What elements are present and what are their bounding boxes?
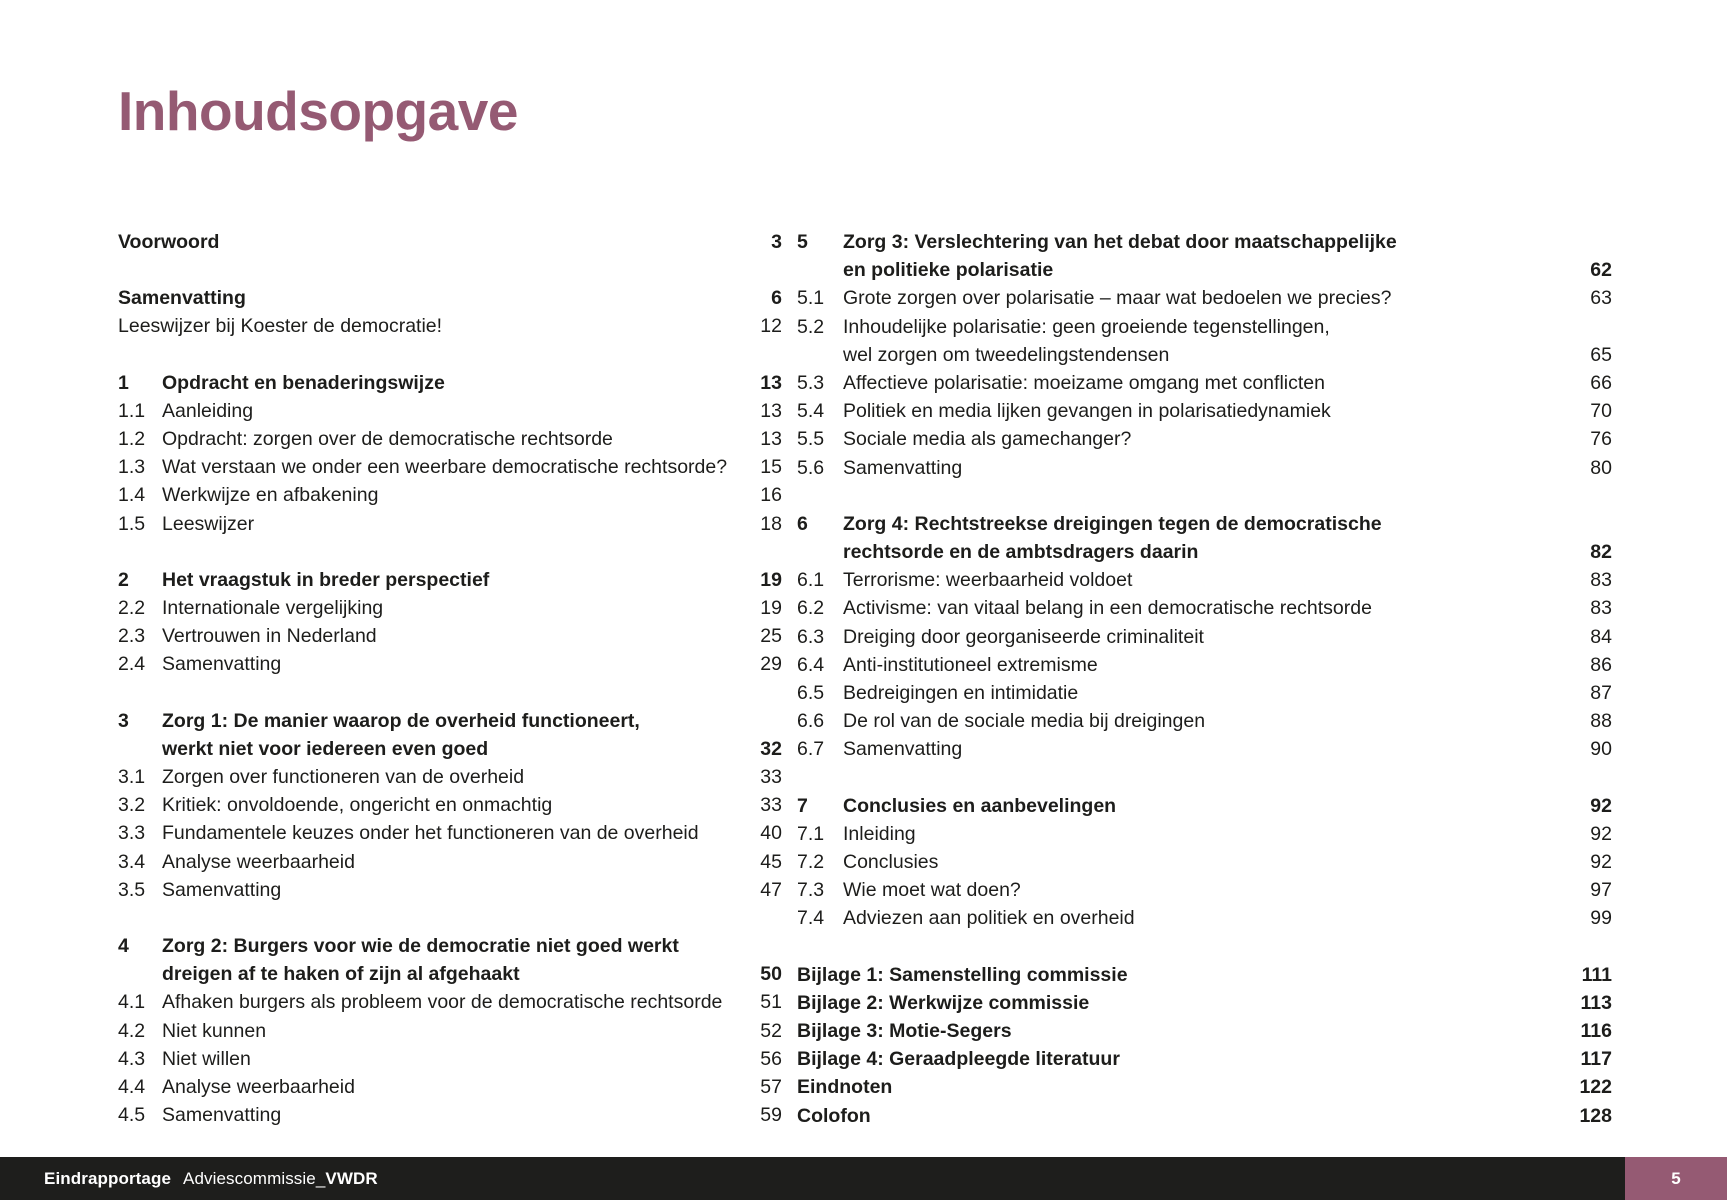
toc-entry-page: 63 <box>1590 287 1612 310</box>
toc-entry[interactable] <box>797 1045 1612 1073</box>
toc-entry-label: Sociale media als gamechanger? <box>843 428 1132 451</box>
toc-group-gap <box>118 904 782 932</box>
toc-column-right <box>782 228 1612 1130</box>
toc-entry[interactable] <box>118 312 782 340</box>
toc-entry-label: Activisme: van vitaal belang in een democratische rechtsorde <box>843 597 1372 620</box>
toc-entry-label: Kritiek: onvoldoende, ongericht en onmachtig <box>162 794 553 817</box>
toc-entry-label: Zorgen over functioneren van de overheid <box>162 766 525 789</box>
toc-entry[interactable] <box>797 679 1612 707</box>
toc-entry[interactable] <box>797 876 1612 904</box>
toc-entry-number: 7.2 <box>797 851 825 874</box>
toc-entry-page: 92 <box>1590 851 1612 874</box>
toc-entry[interactable] <box>797 989 1612 1017</box>
footer-commission-prefix: Adviescommissie_ <box>183 1168 326 1188</box>
toc-entry-number: 6.4 <box>797 653 825 676</box>
toc-entry-label: Analyse weerbaarheid <box>162 850 355 873</box>
toc-group <box>118 369 782 538</box>
toc-entry-number: 7.4 <box>797 907 825 930</box>
toc-entry-page: 29 <box>760 653 782 676</box>
toc-entry[interactable] <box>797 228 1612 256</box>
toc-entry-page: 16 <box>760 484 782 507</box>
toc-entry[interactable] <box>797 454 1612 482</box>
toc-entry[interactable] <box>118 819 782 847</box>
toc-entry-number: 5 <box>797 231 808 253</box>
toc-entry-number: 6.2 <box>797 597 825 620</box>
toc-entry[interactable] <box>118 650 782 678</box>
toc-group <box>118 932 782 1129</box>
toc-entry-page: 6 <box>771 287 782 310</box>
toc-group-gap <box>797 482 1612 510</box>
toc-entry-page: 40 <box>760 822 782 845</box>
toc-entry-number: 1.3 <box>118 456 146 479</box>
toc-entry[interactable] <box>118 594 782 622</box>
toc-entry-label: Opdracht en benaderingswijze <box>162 371 445 394</box>
toc-entry[interactable] <box>797 904 1612 932</box>
toc-entry-label: Eindnoten <box>797 1076 893 1099</box>
toc-entry-page: 19 <box>760 568 782 591</box>
toc-entry-label: Adviezen aan politiek en overheid <box>843 907 1135 930</box>
toc-entry[interactable] <box>118 1101 782 1129</box>
toc-entry[interactable] <box>118 848 782 876</box>
footer-page-box <box>1625 1157 1727 1200</box>
toc-entry-number: 2.2 <box>118 597 146 620</box>
toc-entry-label: Het vraagstuk in breder perspectief <box>162 568 490 591</box>
toc-entry-label: Niet kunnen <box>162 1019 267 1042</box>
toc-entry-page: 33 <box>760 766 782 789</box>
toc-entry-number: 5.4 <box>797 400 825 423</box>
toc-group-gap <box>797 933 1612 961</box>
toc-group <box>797 510 1612 764</box>
toc-entry[interactable] <box>118 791 782 819</box>
toc-entry-label: werkt niet voor iedereen even goed <box>162 737 489 760</box>
toc-entry[interactable] <box>118 1045 782 1073</box>
toc-entry-page: 88 <box>1590 710 1612 733</box>
toc-entry-page: 62 <box>1590 259 1612 282</box>
toc-entry-page: 117 <box>1580 1048 1612 1071</box>
toc-entry-page: 80 <box>1590 456 1612 479</box>
toc-entry-number: 6.5 <box>797 682 825 705</box>
toc-entry-label: en politieke polarisatie <box>843 259 1054 282</box>
toc-entry-number: 1.5 <box>118 512 146 535</box>
toc-entry-page: 66 <box>1590 372 1612 395</box>
page-footer <box>0 1157 1727 1200</box>
toc-entry[interactable] <box>797 256 1612 284</box>
toc-group <box>797 792 1612 933</box>
toc-entry-page: 83 <box>1590 569 1612 592</box>
toc-entry-number: 3.5 <box>118 878 146 901</box>
toc-entry[interactable] <box>797 397 1612 425</box>
toc-entry-page: 13 <box>760 428 782 451</box>
toc-entry[interactable] <box>797 425 1612 453</box>
toc-entry-label: Voorwoord <box>118 231 220 253</box>
toc-entry[interactable] <box>797 1073 1612 1101</box>
toc-entry[interactable] <box>118 510 782 538</box>
toc-entry[interactable] <box>797 566 1612 594</box>
toc-entry-number: 3 <box>118 709 129 732</box>
toc-entry[interactable] <box>797 284 1612 312</box>
toc-entry[interactable] <box>797 792 1612 820</box>
toc-group <box>797 961 1612 1130</box>
toc-entry-page: 116 <box>1580 1020 1612 1043</box>
toc-entry[interactable] <box>118 1017 782 1045</box>
toc-entry-page: 56 <box>760 1047 782 1070</box>
toc-entry[interactable] <box>118 481 782 509</box>
toc-entry[interactable] <box>797 594 1612 622</box>
toc-entry-label: Leeswijzer <box>162 512 255 535</box>
toc-entry[interactable] <box>797 1017 1612 1045</box>
toc-entry-number: 4 <box>118 935 129 958</box>
toc-entry[interactable] <box>797 707 1612 735</box>
toc-entry[interactable] <box>797 510 1612 538</box>
toc-entry-label: Leeswijzer bij Koester de democratie! <box>118 315 443 338</box>
toc-entry-label: Samenvatting <box>162 878 282 901</box>
toc-entry-number: 5.2 <box>797 315 825 338</box>
toc-entry-page: 111 <box>1581 963 1612 986</box>
toc-entry-page: 3 <box>771 231 782 253</box>
toc-entry-number: 4.5 <box>118 1104 146 1127</box>
toc-entry-page: 19 <box>760 597 782 620</box>
toc-entry-number: 1.2 <box>118 428 146 451</box>
toc-entry-label: Affectieve polarisatie: moeizame omgang met conflicten <box>843 372 1325 395</box>
toc-entry-page: 82 <box>1590 541 1612 564</box>
toc-entry-page: 87 <box>1590 682 1612 705</box>
toc-entry-number: 4.4 <box>118 1076 146 1099</box>
toc-entry-page: 13 <box>760 371 782 394</box>
toc-entry-page: 15 <box>760 456 782 479</box>
toc-entry-label: Analyse weerbaarheid <box>162 1076 355 1099</box>
toc-entry-page: 122 <box>1579 1076 1612 1099</box>
toc-entry[interactable] <box>118 425 782 453</box>
toc-entry[interactable] <box>797 538 1612 566</box>
toc-entry-number: 6.1 <box>797 569 825 592</box>
toc-entry-label: Samenvatting <box>162 1104 282 1127</box>
toc-entry[interactable] <box>797 313 1612 341</box>
toc-entry-label: De rol van de sociale media bij dreigingen <box>843 710 1206 733</box>
toc-entry[interactable] <box>797 1102 1612 1130</box>
toc-entry-label: Inleiding <box>843 822 916 845</box>
toc-entry-page: 50 <box>760 963 782 986</box>
toc-group <box>118 284 782 340</box>
toc-entry-label: Wat verstaan we onder een weerbare democratische rechtsorde? <box>162 456 728 479</box>
toc-entry-label: Aanleiding <box>162 399 254 422</box>
toc-entry[interactable] <box>118 369 782 397</box>
toc-entry-number: 5.3 <box>797 372 825 395</box>
toc-entry-label: Werkwijze en afbakening <box>162 484 379 507</box>
toc-entry-page: 65 <box>1590 343 1612 366</box>
toc-entry-number: 7.1 <box>797 822 825 845</box>
toc-entry-page: 33 <box>760 794 782 817</box>
toc-entry-page: 92 <box>1590 794 1612 817</box>
toc-entry-number: 3.3 <box>118 822 146 845</box>
toc-entry[interactable] <box>118 707 782 735</box>
toc-entry[interactable] <box>797 735 1612 763</box>
toc-entry-page: 83 <box>1590 597 1612 620</box>
footer-commission-abbr: VWDR <box>325 1168 378 1188</box>
toc-entry-label: Colofon <box>797 1104 871 1127</box>
toc-entry[interactable] <box>797 848 1612 876</box>
toc-entry-number: 3.1 <box>118 766 146 789</box>
toc-entry-label: Niet willen <box>162 1047 251 1070</box>
toc-entry-number: 1.1 <box>118 399 146 422</box>
toc-entry-label: Zorg 4: Rechtstreekse dreigingen tegen de democratische <box>843 512 1382 535</box>
toc-group-gap <box>118 538 782 566</box>
toc-entry-page: 84 <box>1590 625 1612 648</box>
toc-entry-page: 57 <box>760 1076 782 1099</box>
toc-entry-label: Conclusies en aanbevelingen <box>843 794 1117 817</box>
toc-entry[interactable] <box>118 397 782 425</box>
toc-entry[interactable] <box>118 960 782 988</box>
toc-entry[interactable] <box>797 341 1612 369</box>
toc-entry-number: 2.3 <box>118 625 146 648</box>
toc-entry[interactable] <box>118 228 782 256</box>
toc-entry-page: 92 <box>1590 822 1612 845</box>
toc-entry[interactable] <box>118 1073 782 1101</box>
toc-entry-number: 7 <box>797 794 808 817</box>
footer-report-label: Eindrapportage <box>44 1168 172 1188</box>
toc-entry-label: Bijlage 1: Samenstelling commissie <box>797 963 1128 986</box>
toc-entry-number: 6.7 <box>797 738 825 761</box>
toc-entry-label: Grote zorgen over polarisatie – maar wat bedoelen we precies? <box>843 287 1392 310</box>
toc-entry-label: Dreiging door georganiseerde criminaliteit <box>843 625 1204 648</box>
toc-entry[interactable] <box>118 763 782 791</box>
toc-entry-page: 97 <box>1590 879 1612 902</box>
toc-entry-page: 70 <box>1590 400 1612 423</box>
toc-entry[interactable] <box>797 961 1612 989</box>
toc-entry-page: 99 <box>1590 907 1612 930</box>
toc-group <box>118 707 782 904</box>
toc-entry[interactable] <box>797 820 1612 848</box>
toc-entry[interactable] <box>118 988 782 1016</box>
toc-group-gap <box>118 679 782 707</box>
toc-entry-page: 113 <box>1580 991 1612 1014</box>
toc-entry-number: 4.3 <box>118 1047 146 1070</box>
toc-entry-label: rechtsorde en de ambtsdragers daarin <box>843 541 1199 564</box>
toc-entry-page: 45 <box>760 850 782 873</box>
toc-group-gap <box>118 341 782 369</box>
toc-entry-label: Terrorisme: weerbaarheid voldoet <box>843 569 1133 592</box>
toc-entry-number: 5.6 <box>797 456 825 479</box>
toc-entry-number: 7.3 <box>797 879 825 902</box>
toc-entry-page: 128 <box>1579 1104 1612 1127</box>
toc-group-gap <box>797 764 1612 792</box>
toc-entry-label: Anti-institutioneel extremisme <box>843 653 1098 676</box>
toc-group <box>118 566 782 679</box>
toc-entry-label: Bijlage 2: Werkwijze commissie <box>797 991 1090 1014</box>
toc-entry-number: 2.4 <box>118 653 146 676</box>
toc-entry-label: dreigen af te haken of zijn al afgehaakt <box>162 963 520 986</box>
toc-entry-number: 6.3 <box>797 625 825 648</box>
toc-entry[interactable] <box>797 651 1612 679</box>
toc-entry-page: 52 <box>760 1019 782 1042</box>
toc-entry-label: Politiek en media lijken gevangen in polarisatiedynamiek <box>843 400 1331 423</box>
toc-entry-number: 4.1 <box>118 991 146 1014</box>
toc-entry-number: 2 <box>118 568 129 591</box>
toc-group <box>797 228 1612 482</box>
toc-entry-label: Zorg 3: Verslechtering van het debat door maatschappelijke <box>843 231 1397 253</box>
toc-entry-number: 1 <box>118 371 129 394</box>
toc-entry-label: Samenvatting <box>162 653 282 676</box>
toc-entry-label: Fundamentele keuzes onder het functioneren van de overheid <box>162 822 699 845</box>
toc-entry-page: 86 <box>1590 653 1612 676</box>
toc-entry-label: Zorg 2: Burgers voor wie de democratie niet goed werkt <box>162 935 679 958</box>
toc-entry[interactable] <box>797 369 1612 397</box>
toc-entry[interactable] <box>118 735 782 763</box>
toc-entry[interactable] <box>797 623 1612 651</box>
toc-entry-number: 6 <box>797 512 808 535</box>
toc-entry[interactable] <box>118 453 782 481</box>
toc-column-left <box>0 228 782 1129</box>
toc-group-gap <box>118 256 782 284</box>
toc-entry-label: Samenvatting <box>843 456 963 479</box>
toc-entry-page: 18 <box>760 512 782 535</box>
toc-entry[interactable] <box>118 566 782 594</box>
toc-entry[interactable] <box>118 932 782 960</box>
toc-entry-label: Internationale vergelijking <box>162 597 384 620</box>
toc-entry[interactable] <box>118 876 782 904</box>
toc-entry-page: 12 <box>760 315 782 338</box>
toc-entry-label: Inhoudelijke polarisatie: geen groeiende tegenstellingen, <box>843 315 1330 338</box>
toc-entry[interactable] <box>118 284 782 312</box>
toc-entry-number: 5.5 <box>797 428 825 451</box>
toc-entry-label: wel zorgen om tweedelingstendensen <box>843 343 1170 366</box>
toc-entry-label: Wie moet wat doen? <box>843 879 1021 902</box>
footer-page-number: 5 <box>1671 1168 1681 1188</box>
toc-entry-label: Zorg 1: De manier waarop de overheid functioneert, <box>162 709 640 732</box>
toc-entry-page: 90 <box>1590 738 1612 761</box>
toc-entry-label: Vertrouwen in Nederland <box>162 625 377 648</box>
toc-entry-label: Bijlage 4: Geraadpleegde literatuur <box>797 1048 1120 1071</box>
toc-entry-number: 6.6 <box>797 710 825 733</box>
toc-entry-page: 25 <box>760 625 782 648</box>
footer-report-title <box>44 1169 378 1189</box>
toc-entry-page: 32 <box>760 737 782 760</box>
toc-entry-number: 3.4 <box>118 850 146 873</box>
toc-entry-label: Bijlage 3: Motie-Segers <box>797 1020 1012 1043</box>
toc-entry-number: 3.2 <box>118 794 146 817</box>
toc-entry-page: 47 <box>760 878 782 901</box>
toc-entry-label: Opdracht: zorgen over de democratische rechtsorde <box>162 428 613 451</box>
toc-entry-page: 59 <box>760 1104 782 1127</box>
toc-group <box>118 228 782 256</box>
toc-columns <box>0 228 1727 1130</box>
toc-entry-page: 76 <box>1590 428 1612 451</box>
toc-entry[interactable] <box>118 622 782 650</box>
toc-entry-page: 51 <box>760 991 782 1014</box>
page-title: Inhoudsopgave <box>118 80 518 142</box>
toc-entry-number: 5.1 <box>797 287 825 310</box>
toc-entry-label: Afhaken burgers als probleem voor de democratische rechtsorde <box>162 991 723 1014</box>
toc-entry-page: 13 <box>760 399 782 422</box>
toc-entry-number: 4.2 <box>118 1019 146 1042</box>
toc-entry-label: Conclusies <box>843 851 939 874</box>
toc-entry-label: Samenvatting <box>118 287 246 310</box>
toc-entry-label: Bedreigingen en intimidatie <box>843 682 1079 705</box>
toc-entry-label: Samenvatting <box>843 738 963 761</box>
toc-entry-number: 1.4 <box>118 484 146 507</box>
